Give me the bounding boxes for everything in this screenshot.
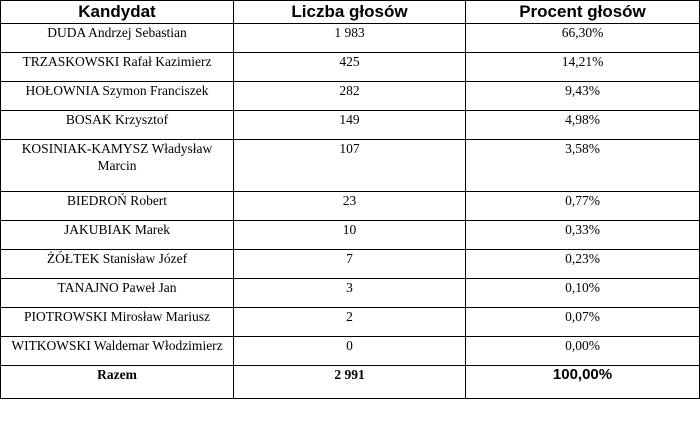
candidate-name: HOŁOWNIA Szymon Franciszek [1,82,234,111]
vote-count: 7 [234,250,466,279]
table-row [1,53,700,82]
table-row [1,337,700,366]
candidate-name: TANAJNO Paweł Jan [1,279,234,308]
total-votes: 2 991 [234,366,466,399]
vote-percent: 3,58% [466,140,700,192]
total-label: Razem [1,366,234,399]
table-row [1,24,700,53]
candidate-name: BIEDROŃ Robert [1,192,234,221]
candidate-name: DUDA Andrzej Sebastian [1,24,234,53]
vote-percent: 0,07% [466,308,700,337]
header-row [1,1,700,24]
vote-count: 149 [234,111,466,140]
vote-count: 425 [234,53,466,82]
vote-percent: 0,33% [466,221,700,250]
table-row [1,308,700,337]
vote-percent: 66,30% [466,24,700,53]
vote-count: 3 [234,279,466,308]
vote-count: 1 983 [234,24,466,53]
candidate-name: ŻÓŁTEK Stanisław Józef [1,250,234,279]
vote-percent: 14,21% [466,53,700,82]
candidate-name: JAKUBIAK Marek [1,221,234,250]
header-votes: Liczba głosów [234,1,466,24]
vote-count: 2 [234,308,466,337]
table-body [1,24,700,399]
header-candidate: Kandydat [1,1,234,24]
table-row [1,82,700,111]
total-percent: 100,00% [466,366,700,399]
vote-percent: 0,10% [466,279,700,308]
table-row [1,192,700,221]
vote-percent: 0,00% [466,337,700,366]
vote-percent: 0,77% [466,192,700,221]
vote-percent: 4,98% [466,111,700,140]
candidate-name: BOSAK Krzysztof [1,111,234,140]
table-row [1,279,700,308]
table-row [1,111,700,140]
table-row [1,250,700,279]
table-row [1,140,700,192]
total-row [1,366,700,399]
vote-count: 0 [234,337,466,366]
table-header [1,1,700,24]
vote-percent: 9,43% [466,82,700,111]
candidate-name: KOSINIAK-KAMYSZ Władysław Marcin [1,140,234,192]
table-row [1,221,700,250]
vote-count: 10 [234,221,466,250]
vote-count: 23 [234,192,466,221]
vote-count: 282 [234,82,466,111]
candidate-name: WITKOWSKI Waldemar Włodzimierz [1,337,234,366]
candidate-name: PIOTROWSKI Mirosław Mariusz [1,308,234,337]
vote-count: 107 [234,140,466,192]
vote-percent: 0,23% [466,250,700,279]
header-percent: Procent głosów [466,1,700,24]
candidate-name: TRZASKOWSKI Rafał Kazimierz [1,53,234,82]
